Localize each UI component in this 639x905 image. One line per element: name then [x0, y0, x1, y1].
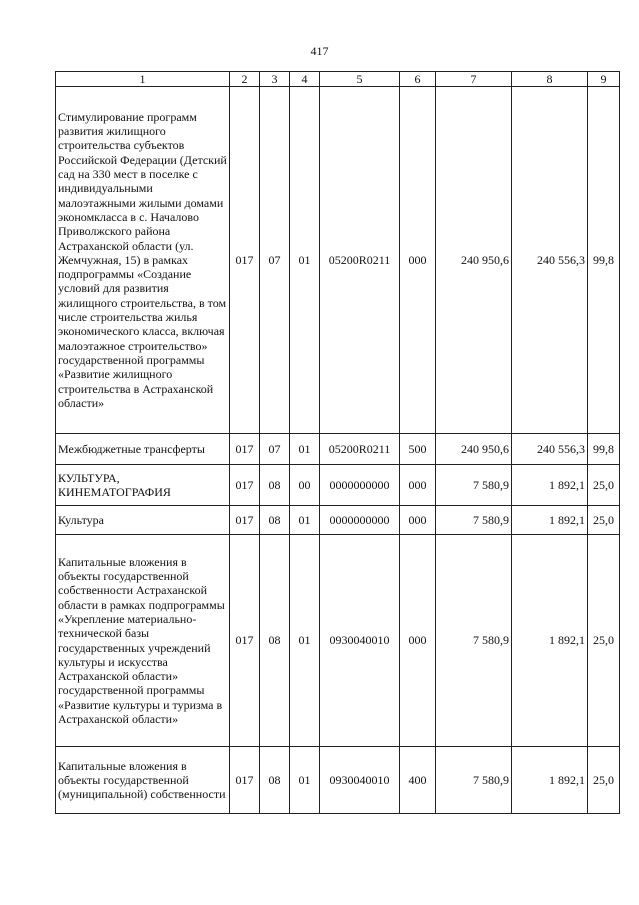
cell-expense-type: 500	[400, 434, 436, 465]
page-number: 417	[310, 44, 329, 58]
cell-actual-amount: 1 892,1	[512, 535, 588, 747]
table-row	[56, 506, 620, 535]
column-header: 8	[512, 72, 588, 87]
column-header: 4	[290, 72, 320, 87]
cell-section: 08	[260, 506, 290, 535]
cell-subsection: 01	[290, 747, 320, 814]
cell-actual-amount: 1 892,1	[512, 506, 588, 535]
table-row	[56, 434, 620, 465]
column-header: 3	[260, 72, 290, 87]
cell-expense-type: 000	[400, 506, 436, 535]
cell-expense-type: 400	[400, 747, 436, 814]
cell-ministry-code: 017	[230, 506, 260, 535]
cell-expense-type: 000	[400, 87, 436, 434]
cell-ministry-code: 017	[230, 87, 260, 434]
cell-section: 08	[260, 747, 290, 814]
cell-target-article: 0000000000	[320, 465, 400, 506]
row-description: Культура	[56, 506, 230, 535]
cell-actual-amount: 1 892,1	[512, 747, 588, 814]
cell-section: 08	[260, 535, 290, 747]
cell-percent: 25,0	[588, 535, 620, 747]
cell-target-article: 05200R0211	[320, 434, 400, 465]
column-header: 6	[400, 72, 436, 87]
column-header: 9	[588, 72, 620, 87]
cell-section: 08	[260, 465, 290, 506]
cell-percent: 25,0	[588, 747, 620, 814]
row-description: Капитальные вложения в объекты государственной собственности Астраханской области в рамках подпрограммы «Укрепление материально-технической базы государственных учреждений культуры и искусства Астраханской области» государственной программы «Развитие культуры и туризма в Астраханской области»	[56, 535, 230, 747]
cell-planned-amount: 7 580,9	[436, 465, 512, 506]
cell-ministry-code: 017	[230, 535, 260, 747]
table-row	[56, 87, 620, 434]
table-row	[56, 747, 620, 814]
row-description: Стимулирование программ развития жилищного строительства субъектов Российской Федерации (Детский сад на 330 мест в поселке с индивидуальными малоэтажными жилыми домами экономкласса в с. Началово Приволжского района Астраханской области (ул. Жемчужная, 15) в рамках подпрограммы «Создание условий для развития жилищного строительства, в том числе строительства жилья экономического класса, включая малоэтажное строительство» государственной программы «Развитие жилищного строительства в Астраханской области»	[56, 87, 230, 434]
cell-percent: 25,0	[588, 506, 620, 535]
cell-target-article: 0000000000	[320, 506, 400, 535]
row-description: КУЛЬТУРА, КИНЕМАТОГРАФИЯ	[56, 465, 230, 506]
cell-planned-amount: 7 580,9	[436, 747, 512, 814]
cell-planned-amount: 7 580,9	[436, 506, 512, 535]
row-description: Межбюджетные трансферты	[56, 434, 230, 465]
cell-target-article: 0930040010	[320, 747, 400, 814]
cell-ministry-code: 017	[230, 465, 260, 506]
cell-subsection: 00	[290, 465, 320, 506]
cell-planned-amount: 240 950,6	[436, 87, 512, 434]
cell-planned-amount: 240 950,6	[436, 434, 512, 465]
cell-expense-type: 000	[400, 535, 436, 747]
table-row	[56, 535, 620, 747]
cell-percent: 25,0	[588, 465, 620, 506]
cell-percent: 99,8	[588, 434, 620, 465]
cell-actual-amount: 240 556,3	[512, 87, 588, 434]
cell-target-article: 05200R0211	[320, 87, 400, 434]
cell-planned-amount: 7 580,9	[436, 535, 512, 747]
cell-expense-type: 000	[400, 465, 436, 506]
cell-section: 07	[260, 87, 290, 434]
cell-ministry-code: 017	[230, 434, 260, 465]
column-header: 2	[230, 72, 260, 87]
cell-subsection: 01	[290, 434, 320, 465]
cell-subsection: 01	[290, 87, 320, 434]
row-description: Капитальные вложения в объекты государственной (муниципальной) собственности	[56, 747, 230, 814]
cell-actual-amount: 1 892,1	[512, 465, 588, 506]
cell-subsection: 01	[290, 535, 320, 747]
cell-ministry-code: 017	[230, 747, 260, 814]
budget-table	[55, 71, 620, 814]
cell-target-article: 0930040010	[320, 535, 400, 747]
column-header: 7	[436, 72, 512, 87]
column-header: 1	[56, 72, 230, 87]
cell-percent: 99,8	[588, 87, 620, 434]
column-header: 5	[320, 72, 400, 87]
cell-actual-amount: 240 556,3	[512, 434, 588, 465]
table-header-row	[56, 72, 620, 87]
table-row	[56, 465, 620, 506]
cell-section: 07	[260, 434, 290, 465]
cell-subsection: 01	[290, 506, 320, 535]
